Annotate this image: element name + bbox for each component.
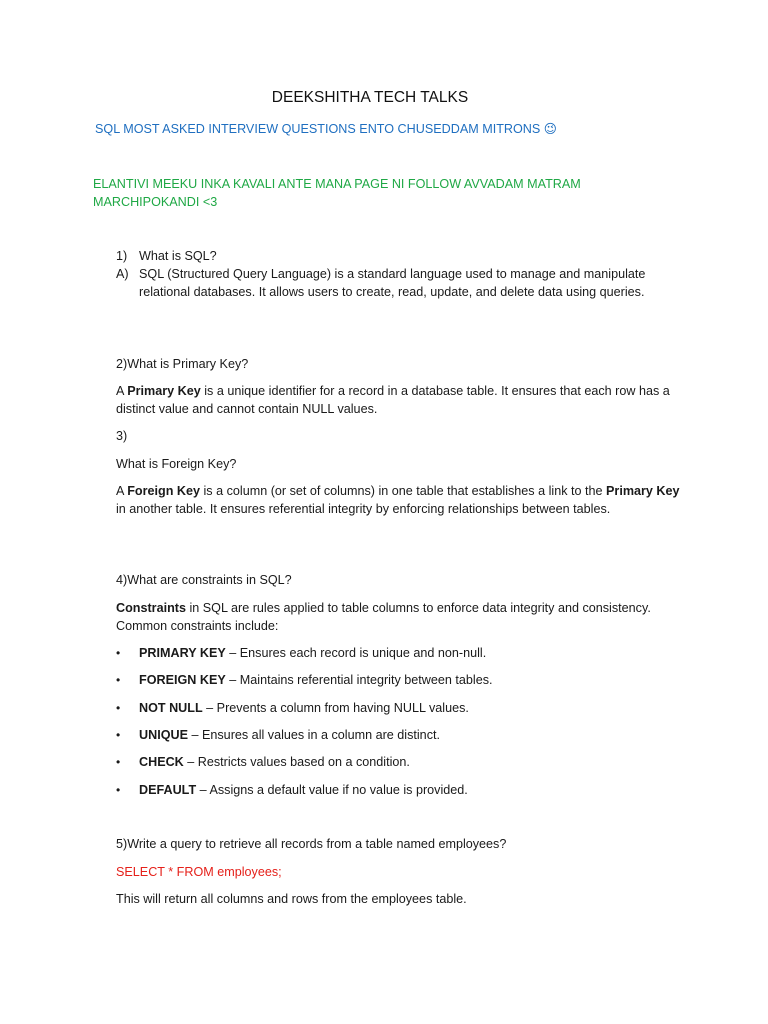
- answer-2-term: Primary Key: [127, 384, 201, 398]
- answer-3-term-foreign-key: Foreign Key: [127, 484, 200, 498]
- list-item: [116, 754, 686, 772]
- question-1-number: 1): [116, 249, 128, 263]
- question-3: What is Foreign Key?: [116, 457, 237, 471]
- bullet-icon: •: [116, 783, 121, 797]
- answer-2-text: is a unique identifier for a record in a database table. It ensures that each row has a distinct value and cannot contain NULL values.: [116, 384, 670, 416]
- constraint-name: CHECK: [139, 755, 184, 769]
- question-4: 4)What are constraints in SQL?: [116, 573, 292, 587]
- list-item: [116, 672, 686, 690]
- answer-3-prefix: A: [116, 484, 128, 498]
- list-item: [116, 727, 686, 745]
- answer-3-text-mid: is a column (or set of columns) in one table that establishes a link to the: [200, 484, 607, 498]
- answer-3-term-primary-key: Primary Key: [606, 484, 680, 498]
- answer-1: [116, 266, 686, 301]
- constraint-desc: – Maintains referential integrity between tables.: [225, 673, 493, 687]
- constraint-name: UNIQUE: [139, 728, 188, 742]
- answer-2-prefix: A: [116, 384, 128, 398]
- constraint-name: NOT NULL: [139, 701, 203, 715]
- answer-4-text: in SQL are rules applied to table columns to enforce data integrity and consistency. Common constraints include:: [116, 601, 651, 633]
- answer-2: [116, 383, 681, 418]
- sql-query: SELECT * FROM employees;: [116, 865, 282, 879]
- question-3-number: 3): [116, 429, 128, 443]
- answer-1-marker: A): [116, 267, 129, 281]
- constraint-desc: – Prevents a column from having NULL values.: [202, 701, 469, 715]
- list-item: [116, 645, 686, 663]
- constraint-desc: – Restricts values based on a condition.: [183, 755, 410, 769]
- answer-5: This will return all columns and rows from the employees table.: [116, 892, 467, 906]
- bullet-icon: •: [116, 701, 121, 715]
- answer-4-term: Constraints: [116, 601, 186, 615]
- answer-3: [116, 483, 681, 518]
- answer-3-text-rest: in another table. It ensures referential integrity by enforcing relationships between tables.: [116, 501, 611, 516]
- question-1: [116, 248, 686, 266]
- constraint-desc: – Assigns a default value if no value is provided.: [196, 783, 468, 797]
- follow-note: ELANTIVI MEEKU INKA KAVALI ANTE MANA PAGE NI FOLLOW AVVADAM MATRAM MARCHIPOKANDI <3: [93, 177, 581, 209]
- constraint-name: PRIMARY KEY: [139, 646, 226, 660]
- constraint-name: FOREIGN KEY: [139, 673, 226, 687]
- answer-1-text: SQL (Structured Query Language) is a standard language used to manage and manipulate relational databases. It allows users to create, read, update, and delete data using queries.: [139, 267, 646, 299]
- bullet-icon: •: [116, 673, 121, 687]
- question-5: 5)Write a query to retrieve all records from a table named employees?: [116, 837, 507, 851]
- bullet-icon: •: [116, 646, 121, 660]
- constraint-desc: – Ensures all values in a column are distinct.: [187, 728, 440, 742]
- bullet-icon: •: [116, 728, 121, 742]
- constraint-name: DEFAULT: [139, 783, 197, 797]
- answer-4-intro: [116, 600, 681, 635]
- constraint-desc: – Ensures each record is unique and non-null.: [225, 646, 487, 660]
- subtitle: SQL MOST ASKED INTERVIEW QUESTIONS ENTO CHUSEDDAM MITRONS 😉: [95, 122, 557, 136]
- list-item: [116, 700, 686, 718]
- list-item: [116, 782, 686, 800]
- question-2: 2)What is Primary Key?: [116, 357, 249, 371]
- question-1-text: What is SQL?: [139, 249, 217, 263]
- document-title: DEEKSHITHA TECH TALKS: [271, 89, 469, 106]
- bullet-icon: •: [116, 755, 121, 769]
